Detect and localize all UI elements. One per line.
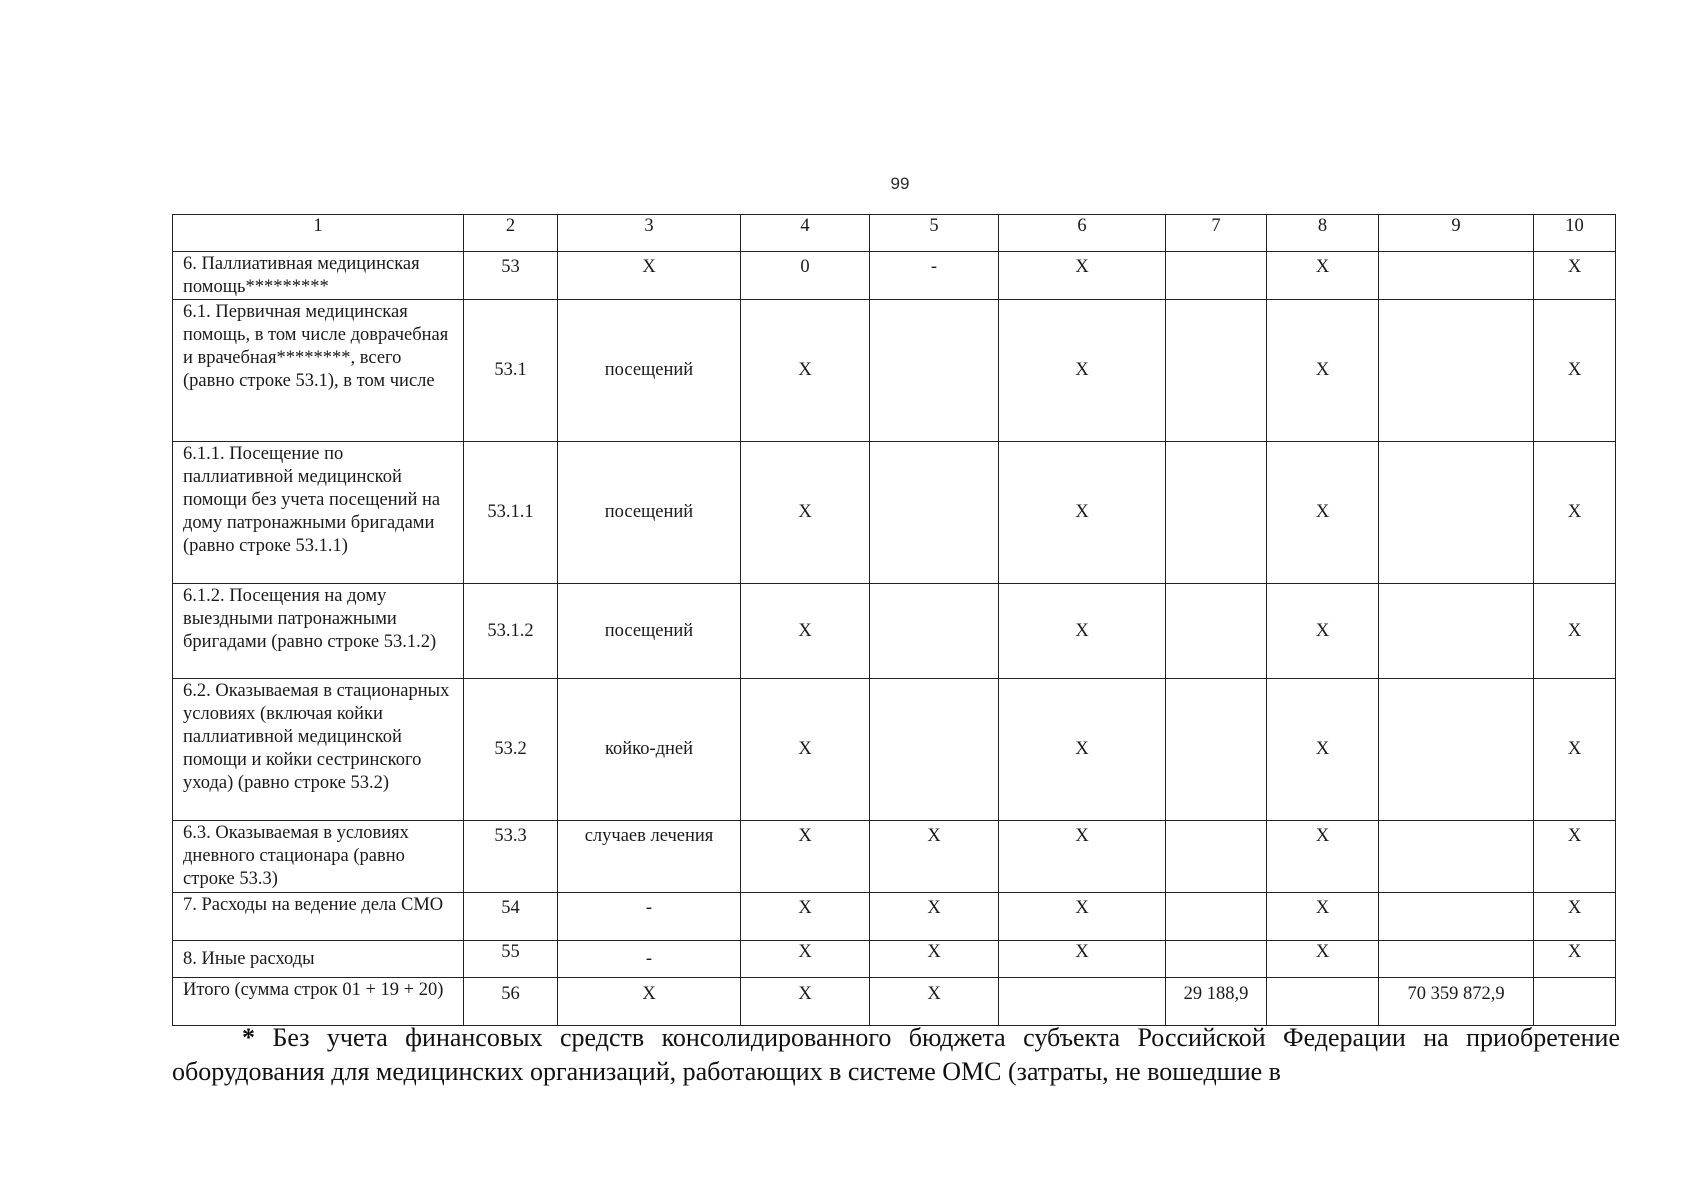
table-cell: Х [741, 679, 870, 821]
row-number: 55 [464, 941, 558, 978]
footnote [172, 1021, 1620, 1089]
column-number: 10 [1534, 215, 1616, 252]
table-cell: Х [1267, 941, 1379, 978]
column-number: 7 [1166, 215, 1267, 252]
data-table [172, 214, 1616, 1026]
column-number: 8 [1267, 215, 1379, 252]
row-label: Итого (сумма строк 01 + 19 + 20) [173, 978, 464, 1026]
table-cell: Х [1534, 941, 1616, 978]
table-cell: Х [999, 442, 1166, 584]
table-cell: Х [999, 941, 1166, 978]
unit-cell: посещений [558, 442, 741, 584]
table-cell: Х [741, 584, 870, 679]
unit-cell: посещений [558, 584, 741, 679]
row-label: 6.1. Первичная медицинская помощь, в том числе доврачебная и врачебная********, всего (равно строке 53.1), в том числе [173, 300, 464, 442]
total-value: 29 188,9 [1166, 978, 1267, 1026]
table-row [173, 252, 1616, 300]
row-number: 53.1.1 [464, 442, 558, 584]
unit-cell: Х [558, 978, 741, 1026]
table-cell [1166, 584, 1267, 679]
table-cell: Х [1534, 442, 1616, 584]
table-cell [1166, 300, 1267, 442]
row-number: 53.1.2 [464, 584, 558, 679]
table-row [173, 941, 1616, 978]
table-cell: Х [999, 252, 1166, 300]
table-cell: Х [870, 941, 999, 978]
table-cell: Х [999, 893, 1166, 941]
table-cell [870, 679, 999, 821]
row-label: 8. Иные расходы [173, 941, 464, 978]
row-number: 54 [464, 893, 558, 941]
table-row [173, 300, 1616, 442]
table-cell [870, 300, 999, 442]
table-cell [1379, 893, 1534, 941]
table-cell: Х [1267, 893, 1379, 941]
column-number: 1 [173, 215, 464, 252]
table-cell [1267, 978, 1379, 1026]
table-cell: Х [1534, 893, 1616, 941]
unit-cell: случаев лечения [558, 821, 741, 893]
table-cell [870, 442, 999, 584]
table-cell [870, 584, 999, 679]
table-cell [999, 978, 1166, 1026]
total-row [173, 978, 1616, 1026]
table-cell: Х [999, 679, 1166, 821]
column-number: 2 [464, 215, 558, 252]
table-cell: Х [1267, 300, 1379, 442]
column-number: 5 [870, 215, 999, 252]
table-cell [1379, 821, 1534, 893]
table-cell [1379, 442, 1534, 584]
table-cell: Х [741, 893, 870, 941]
table-cell: - [870, 252, 999, 300]
table-cell: Х [1267, 584, 1379, 679]
row-label: 6. Паллиативная медицинская помощь********* [173, 252, 464, 300]
total-value: 70 359 872,9 [1379, 978, 1534, 1026]
table-cell: 0 [741, 252, 870, 300]
table-cell [1379, 584, 1534, 679]
table-cell [1166, 941, 1267, 978]
table-cell: Х [1267, 442, 1379, 584]
table-cell: Х [1267, 821, 1379, 893]
row-label: 6.1.2. Посещения на дому выездными патронажными бригадами (равно строке 53.1.2) [173, 584, 464, 679]
table-cell: Х [1534, 300, 1616, 442]
table-cell [1166, 821, 1267, 893]
footnote-marker: * [242, 1023, 255, 1052]
row-number: 53 [464, 252, 558, 300]
row-number: 53.2 [464, 679, 558, 821]
row-label: 6.3. Оказываемая в условиях дневного стационара (равно строке 53.3) [173, 821, 464, 893]
table-cell [1379, 679, 1534, 821]
table-cell [1166, 252, 1267, 300]
table-row [173, 821, 1616, 893]
unit-cell: посещений [558, 300, 741, 442]
footnote-text: Без учета финансовых средств консолидированного бюджета субъекта Российской Федерации на приобретение оборудования для медицинских организаций, работающих в системе ОМС (затраты, не вошедшие в [172, 1023, 1621, 1086]
table-cell: Х [870, 978, 999, 1026]
table-row [173, 442, 1616, 584]
table-cell [1534, 978, 1616, 1026]
table-cell: Х [870, 893, 999, 941]
column-number-row [173, 215, 1616, 252]
row-number: 53.3 [464, 821, 558, 893]
column-number: 6 [999, 215, 1166, 252]
unit-cell: - [558, 941, 741, 978]
table-cell: Х [1534, 679, 1616, 821]
row-number: 56 [464, 978, 558, 1026]
table-cell: Х [1534, 821, 1616, 893]
column-number: 9 [1379, 215, 1534, 252]
table-cell: Х [741, 978, 870, 1026]
table-row [173, 679, 1616, 821]
table-cell [1379, 941, 1534, 978]
table-cell [1379, 252, 1534, 300]
table-cell: Х [741, 941, 870, 978]
table-cell: Х [1267, 679, 1379, 821]
row-label: 6.1.1. Посещение по паллиативной медицинской помощи без учета посещений на дому патронажными бригадами (равно строке 53.1.1) [173, 442, 464, 584]
column-number: 3 [558, 215, 741, 252]
table-cell: Х [741, 442, 870, 584]
table-cell [1166, 442, 1267, 584]
table-cell: Х [999, 821, 1166, 893]
unit-cell: - [558, 893, 741, 941]
table-cell [1379, 300, 1534, 442]
table-cell [1166, 893, 1267, 941]
row-label: 7. Расходы на ведение дела СМО [173, 893, 464, 941]
unit-cell: койко-дней [558, 679, 741, 821]
table-cell: Х [1534, 252, 1616, 300]
table-cell: Х [741, 300, 870, 442]
table-row [173, 893, 1616, 941]
table-cell: Х [1534, 584, 1616, 679]
table-body [173, 215, 1616, 1026]
row-label: 6.2. Оказываемая в стационарных условиях (включая койки паллиативной медицинской помощи и койки сестринского ухода) (равно строке 53.2) [173, 679, 464, 821]
table-cell: Х [999, 584, 1166, 679]
unit-cell: Х [558, 252, 741, 300]
table-cell: Х [870, 821, 999, 893]
table-cell [1166, 679, 1267, 821]
table-cell: Х [999, 300, 1166, 442]
row-number: 53.1 [464, 300, 558, 442]
table-row [173, 584, 1616, 679]
page-number: 99 [890, 174, 910, 193]
column-number: 4 [741, 215, 870, 252]
table-cell: Х [1267, 252, 1379, 300]
table-cell: Х [741, 821, 870, 893]
